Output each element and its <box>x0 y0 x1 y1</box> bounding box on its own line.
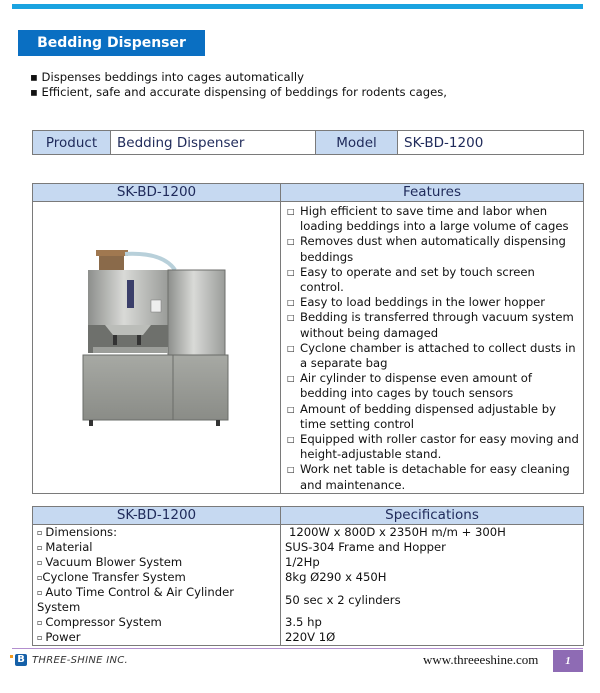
feature-item: □ Bedding is transferred through vacuum system without being damaged <box>287 310 574 340</box>
features-list <box>281 202 583 493</box>
company-name: THREE-SHINE INC. <box>32 654 129 666</box>
bullet-icon: ▫ <box>37 573 43 582</box>
spec-value: 1/2Hp <box>281 555 584 570</box>
product-info-table <box>32 130 584 155</box>
model-label: Model <box>316 131 398 155</box>
spec-value: 3.5 hp <box>281 615 584 630</box>
bullet-icon: ▫ <box>37 528 43 537</box>
top-rule <box>12 4 583 9</box>
feature-item: □ Equipped with roller castor for easy moving and height-adjustable stand. <box>287 432 579 462</box>
product-label: Product <box>33 131 111 155</box>
company-logo <box>10 654 128 666</box>
spec-label: Vacuum Blower System <box>45 555 183 569</box>
features-col-header: Features <box>281 184 584 202</box>
spec-row <box>33 525 584 541</box>
product-value: Bedding Dispenser <box>111 131 316 155</box>
bullet-icon: ▫ <box>37 588 43 597</box>
spec-value: 220V 1Ø <box>281 630 584 646</box>
checkbox-square-icon: □ <box>287 267 295 277</box>
spec-label: Cyclone Transfer System <box>42 570 186 584</box>
spec-label: Auto Time Control & Air Cylinder System <box>37 585 235 614</box>
intro-bullet: ▪ Dispenses beddings into cages automatically <box>30 70 304 84</box>
spec-row <box>33 570 584 585</box>
checkbox-square-icon: □ <box>287 404 295 414</box>
feature-item: □ Amount of bedding dispensed adjustable by time setting control <box>287 401 556 431</box>
bullet-icon: ▪ <box>30 85 38 99</box>
intro-bullet: ▪ Efficient, safe and accurate dispensing of beddings for rodents cages, <box>30 85 447 99</box>
bullet-icon: ▪ <box>30 70 38 84</box>
checkbox-square-icon: □ <box>287 343 295 353</box>
spec-row <box>33 555 584 570</box>
feature-item: □ Air cylinder to dispense even amount of bedding into cages by touch sensors <box>287 371 532 401</box>
specs-col-model-header: SK-BD-1200 <box>33 507 281 525</box>
checkbox-square-icon: □ <box>287 435 295 445</box>
page-number: 1 <box>553 650 583 672</box>
checkbox-square-icon: □ <box>287 465 295 475</box>
specifications-table <box>32 506 584 646</box>
bullet-icon: ▫ <box>37 633 43 642</box>
feature-item: □ Removes dust when automatically dispensing beddings <box>287 234 566 264</box>
spec-row <box>33 615 584 630</box>
features-list-cell <box>281 202 584 494</box>
spec-label: Dimensions: <box>45 525 117 539</box>
feature-item: □ High efficient to save time and labor when loading beddings into a large volume of cages <box>287 204 569 234</box>
spec-value: 1200W x 800D x 2350H m/m + 300H <box>281 525 584 541</box>
bullet-icon: ▫ <box>37 618 43 627</box>
spec-row <box>33 540 584 555</box>
feature-item: □ Easy to load beddings in the lower hopper <box>287 295 546 310</box>
website-link[interactable]: www.threeeshine.com <box>423 652 539 667</box>
spec-value: 8kg Ø290 x 450H <box>281 570 584 585</box>
spec-row <box>33 585 584 615</box>
checkbox-square-icon: □ <box>287 298 295 308</box>
specs-col-header: Specifications <box>281 507 584 525</box>
logo-dot-icon <box>10 655 13 658</box>
spec-label: Power <box>45 630 81 644</box>
page-title: Bedding Dispenser <box>18 30 205 56</box>
checkbox-square-icon: □ <box>287 313 295 323</box>
bullet-icon: ▫ <box>37 558 43 567</box>
spec-label: Material <box>45 540 93 554</box>
feature-item: □ Cyclone chamber is attached to collect dusts in a separate bag <box>287 340 576 371</box>
bedding-dispenser-image <box>33 202 279 475</box>
checkbox-square-icon: □ <box>287 207 295 216</box>
spec-value: 50 sec x 2 cylinders <box>281 585 584 615</box>
feature-item: □ Easy to operate and set by touch screen control. <box>287 264 535 295</box>
feature-item: □ Work net table is detachable for easy cleaning and maintenance. <box>287 462 570 492</box>
features-col-model-header: SK-BD-1200 <box>33 184 281 202</box>
logo-mark-icon: B <box>15 654 27 666</box>
product-image-cell <box>33 202 281 494</box>
features-table <box>32 183 584 494</box>
spec-row <box>33 630 584 646</box>
footer-rule <box>12 648 583 649</box>
spec-label: Compressor System <box>45 615 162 629</box>
checkbox-square-icon: □ <box>287 237 295 247</box>
checkbox-square-icon: □ <box>287 374 295 384</box>
spec-value: SUS-304 Frame and Hopper <box>281 540 584 555</box>
bullet-icon: ▫ <box>37 543 43 552</box>
intro-bullets <box>30 70 447 100</box>
model-value: SK-BD-1200 <box>398 131 584 155</box>
